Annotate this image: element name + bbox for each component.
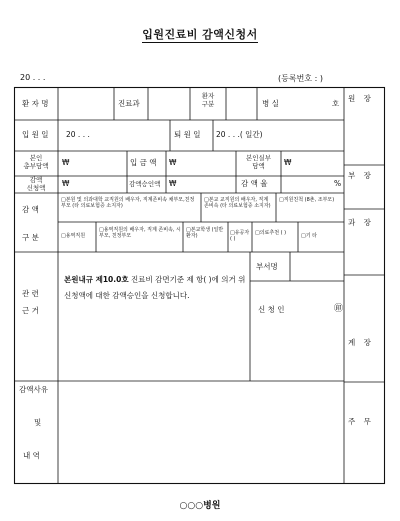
category-option-3[interactable]: □직원친척 (8촌, 조부모) — [279, 197, 335, 203]
self-pay-total-value: ₩ — [62, 158, 70, 167]
seal-mark: ㊞ — [334, 304, 344, 314]
category-option-4[interactable]: □용역직원 — [61, 233, 86, 239]
basis-label-1: 관 련 — [22, 289, 39, 298]
category-label-1: 감 액 — [22, 205, 39, 214]
registration-number: (등록번호 : ) — [278, 74, 323, 83]
basis-regulation: 본원내규 제10.0호 — [64, 275, 129, 284]
reason-label-1: 감액사유 — [19, 385, 48, 394]
reason-label-2: 및 — [34, 418, 42, 427]
category-option-5[interactable]: □용역직원의 배우자, 직계 존비속, 시부모, 친정부모 — [99, 227, 181, 240]
admission-date-value: 20 . . . — [66, 130, 90, 139]
category-option-7[interactable]: □유공자 ( ) — [230, 230, 250, 243]
basis-text: 진료비 감면기준 제 항( )에 의거 위 신청액에 대한 감액승인을 신청합니다. — [64, 275, 246, 300]
ward-unit: 호 — [332, 99, 340, 108]
ward-label: 병 실 — [262, 99, 279, 108]
patient-name-label: 환 자 명 — [22, 99, 49, 108]
title-text: 입원진료비 감액신청서 — [142, 28, 258, 41]
paid-amount-value: ₩ — [169, 158, 177, 167]
approval-director: 원 장 — [348, 94, 374, 103]
category-option-9[interactable]: □기 타 — [301, 233, 317, 239]
admission-date-label: 입 원 일 — [22, 130, 49, 139]
approval-staff: 주 무 — [348, 417, 374, 426]
basis-label-2: 근 거 — [22, 306, 39, 315]
patient-type-label: 환자 구분 — [201, 92, 215, 108]
reduction-request-label: 감액 신청액 — [26, 176, 46, 192]
reduction-rate-unit: % — [334, 179, 342, 188]
actual-self-pay-value: ₩ — [284, 158, 292, 167]
applicant-label: 신 청 인 — [258, 305, 285, 314]
reduction-request-value: ₩ — [62, 179, 70, 188]
reduction-rate-label: 감 액 율 — [241, 179, 268, 188]
category-option-1[interactable]: □본원 및 의과대학 교직원의 배우자, 직계존비속 채부모,친정부모 (타 의료보험증 소지자) — [61, 197, 195, 210]
category-option-8[interactable]: □의료추천 ( ) — [255, 230, 287, 236]
category-label-2: 구 분 — [22, 233, 39, 242]
hospital-name: ○○○병원 — [179, 501, 221, 511]
category-option-6[interactable]: □본교학생 (일반환자) — [186, 227, 224, 240]
approval-department-head: 부 장 — [348, 171, 374, 180]
department-label: 진료과 — [118, 99, 140, 108]
category-option-2[interactable]: □본교 교직원의 배우자, 직계 존비속 (타 의료보험증 소지자) — [204, 197, 271, 210]
approval-section-chief: 과 장 — [348, 218, 374, 227]
approval-team-leader: 계 장 — [348, 338, 374, 347]
paid-amount-label: 입 금 액 — [130, 158, 157, 167]
approved-amount-value: ₩ — [169, 179, 177, 188]
actual-self-pay-label: 본인실부 담액 — [245, 154, 272, 170]
discharge-date-value: 20 . . .( 일간) — [216, 130, 263, 139]
basis-statement — [64, 272, 246, 304]
approved-amount-label: 감액승인액 — [129, 180, 161, 188]
date-line: 20 . . . — [20, 73, 46, 82]
reason-label-3: 내 역 — [23, 451, 40, 460]
discharge-date-label: 퇴 원 일 — [174, 130, 201, 139]
department-name-label: 부서명 — [256, 262, 278, 271]
self-pay-total-label: 본인 총부담액 — [23, 154, 49, 170]
